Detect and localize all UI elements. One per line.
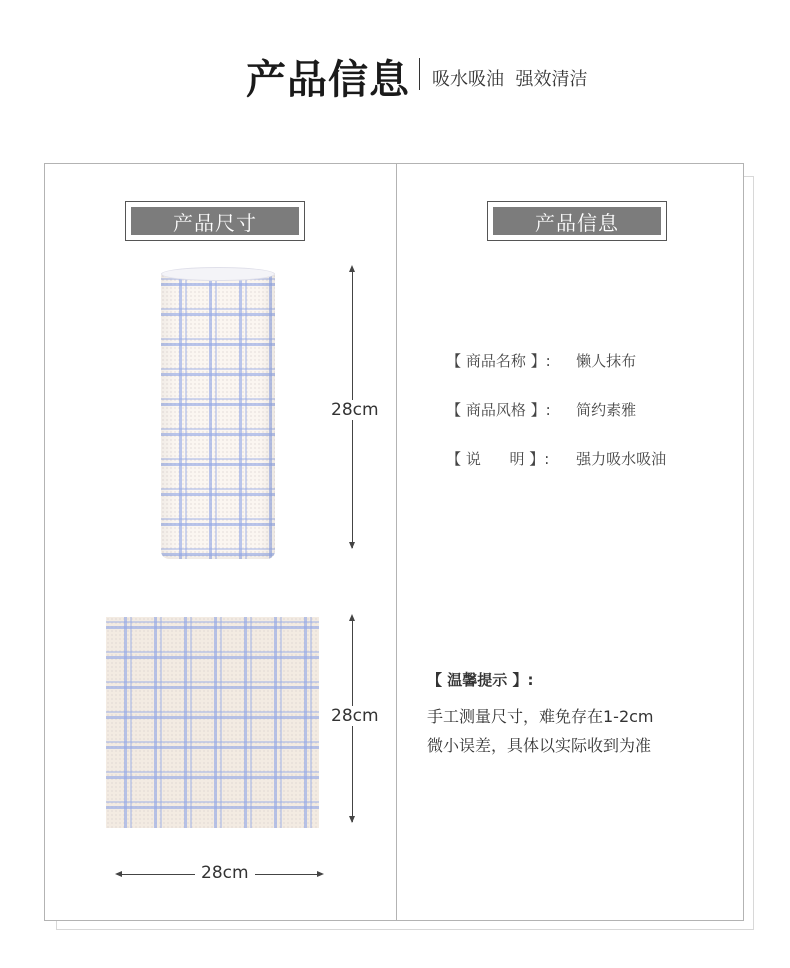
arrow-right-icon: [317, 871, 324, 877]
roll-top-image: [161, 267, 275, 281]
info-row-label: 【 说 明 】:: [446, 450, 550, 468]
roll-product-image: [161, 274, 275, 559]
product-info-frame: [44, 163, 744, 921]
info-section-label: [487, 201, 667, 241]
arrow-down-icon: [349, 542, 355, 549]
info-row-value: 简约素雅: [576, 401, 637, 419]
tip-line: 微小误差，具体以实际收到为准: [427, 736, 652, 755]
sheet-height-label: 28cm: [331, 706, 379, 726]
info-row-value: 强力吸水吸油: [576, 450, 667, 468]
info-row-value: 懒人抹布: [576, 352, 637, 370]
header: [0, 44, 790, 104]
info-section-label-text: 产品信息: [493, 207, 661, 235]
arrow-down-icon: [349, 816, 355, 823]
column-divider: [396, 164, 397, 920]
info-row-label: 【 商品名称 】:: [446, 352, 551, 370]
tip-title: 【 温馨提示 】:: [427, 671, 534, 689]
info-row-description: [427, 430, 666, 487]
size-section-label: [125, 201, 305, 241]
title-divider: [419, 58, 420, 90]
page-subtitle: 吸水吸油 强效清洁: [432, 69, 588, 90]
roll-height-label: 28cm: [331, 400, 379, 420]
info-row-label: 【 商品风格 】:: [446, 401, 551, 419]
tip-line: 手工测量尺寸，难免存在1-2cm: [427, 707, 654, 726]
sheet-width-label: 28cm: [195, 863, 255, 883]
sheet-product-image: [106, 617, 319, 828]
page-title: 产品信息: [246, 57, 410, 103]
size-section-label-text: 产品尺寸: [131, 207, 299, 235]
